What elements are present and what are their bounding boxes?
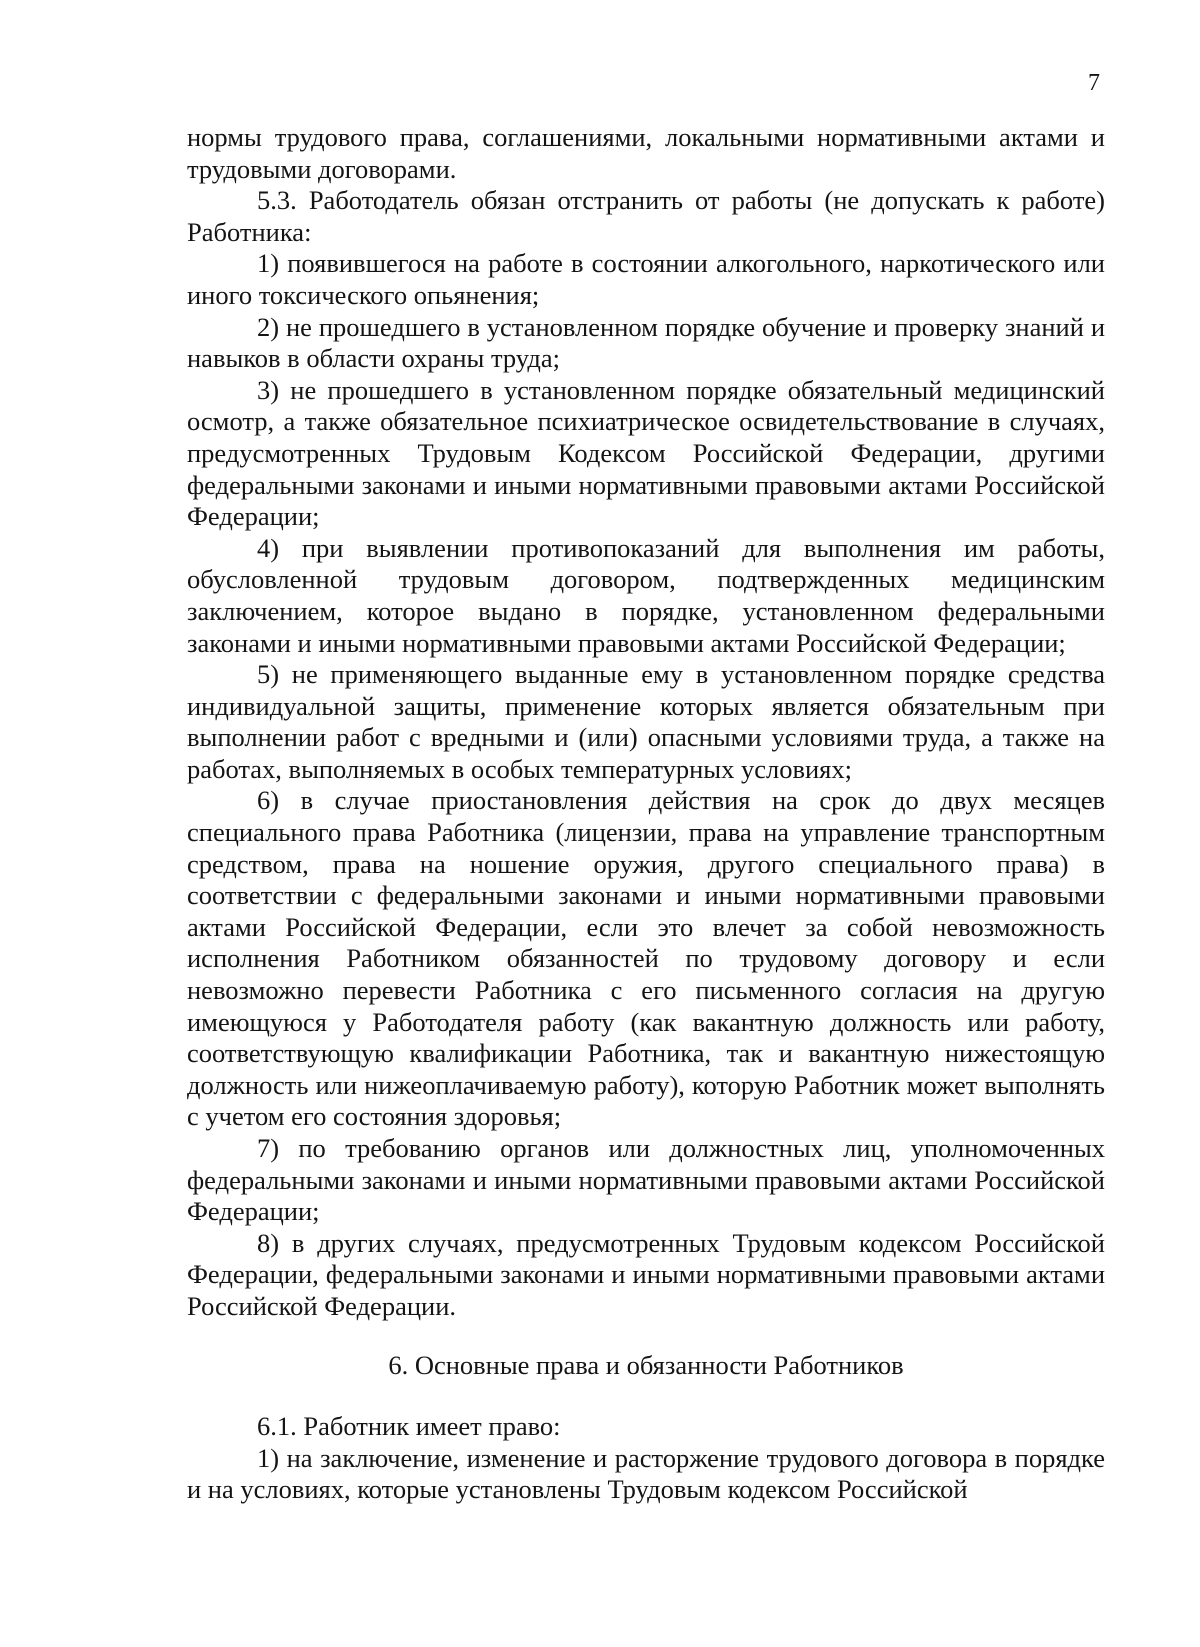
section-heading: 6. Основные права и обязанности Работников: [388, 1349, 904, 1380]
list-item-7: 7) по требованию органов или должностных лиц, уполномоченных федеральными законами и иными нормативными правовыми актами Российской Федерации;: [187, 1133, 1105, 1227]
list-item-5: 5) не применяющего выданные ему в установленном порядке средства индивидуальной защиты, применение которых является обязательным при выполнении работ с вредными и (или) опасными условиями труда, а также на работах, выполняемых в особых температурных условиях;: [187, 659, 1105, 784]
clause-5-3: 5.3. Работодатель обязан отстранить от работы (не допускать к работе) Работника:: [187, 185, 1105, 247]
page-number: 7: [1088, 70, 1100, 96]
clause-6-1: 6.1. Работник имеет право:: [257, 1411, 561, 1442]
document-body: [187, 122, 1105, 1506]
list-item-4: 4) при выявлении противопоказаний для выполнения им работы, обусловленной трудовым договором, подтвержденных медицинским заключением, которое выдано в порядке, установленном федеральными законами и иными нормативными правовыми актами Российской Федерации;: [187, 532, 1105, 658]
list-item-6: 6) в случае приостановления действия на срок до двух месяцев специального права Работника (лицензии, права на управление транспортным средством, права на ношение оружия, другого специального права) в соответствии с федеральными законами и иными нормативными правовыми актами Российской Федерации, если это влечет за собой невозможность исполнения Работником обязанностей по трудовому договору и если невозможно перевести Работника с его письменного согласия на другую имеющуюся у Работодателя работу (как вакантную должность или работу, соответствующую квалификации Работника, так и вакантную нижестоящую должность или нижеоплачиваемую работу), которую Работник может выполнять с учетом его состояния здоровья;: [187, 785, 1105, 1132]
list-item-3: 3) не прошедшего в установленном порядке обязательный медицинский осмотр, а также обязательное психиатрическое освидетельствование в случаях, предусмотренных Трудовым Кодексом Российской Федерации, другими федеральными законами и иными нормативными правовыми актами Российской Федерации;: [187, 374, 1105, 532]
list-item-8: 8) в других случаях, предусмотренных Трудовым кодексом Российской Федерации, федеральными законами и иными нормативными правовыми актами Российской Федерации.: [187, 1227, 1105, 1321]
list-item-6-1-1: 1) на заключение, изменение и расторжение трудового договора в порядке и на условиях, которые установлены Трудовым кодексом Российской: [187, 1442, 1105, 1505]
list-item-1: 1) появившегося на работе в состоянии алкогольного, наркотического или иного токсического опьянения;: [187, 248, 1105, 310]
list-item-2: 2) не прошедшего в установленном порядке обучение и проверку знаний и навыков в области охраны труда;: [187, 311, 1105, 374]
paragraph-continuation: нормы трудового права, соглашениями, локальными нормативными актами и трудовыми договорами.: [187, 122, 1105, 184]
